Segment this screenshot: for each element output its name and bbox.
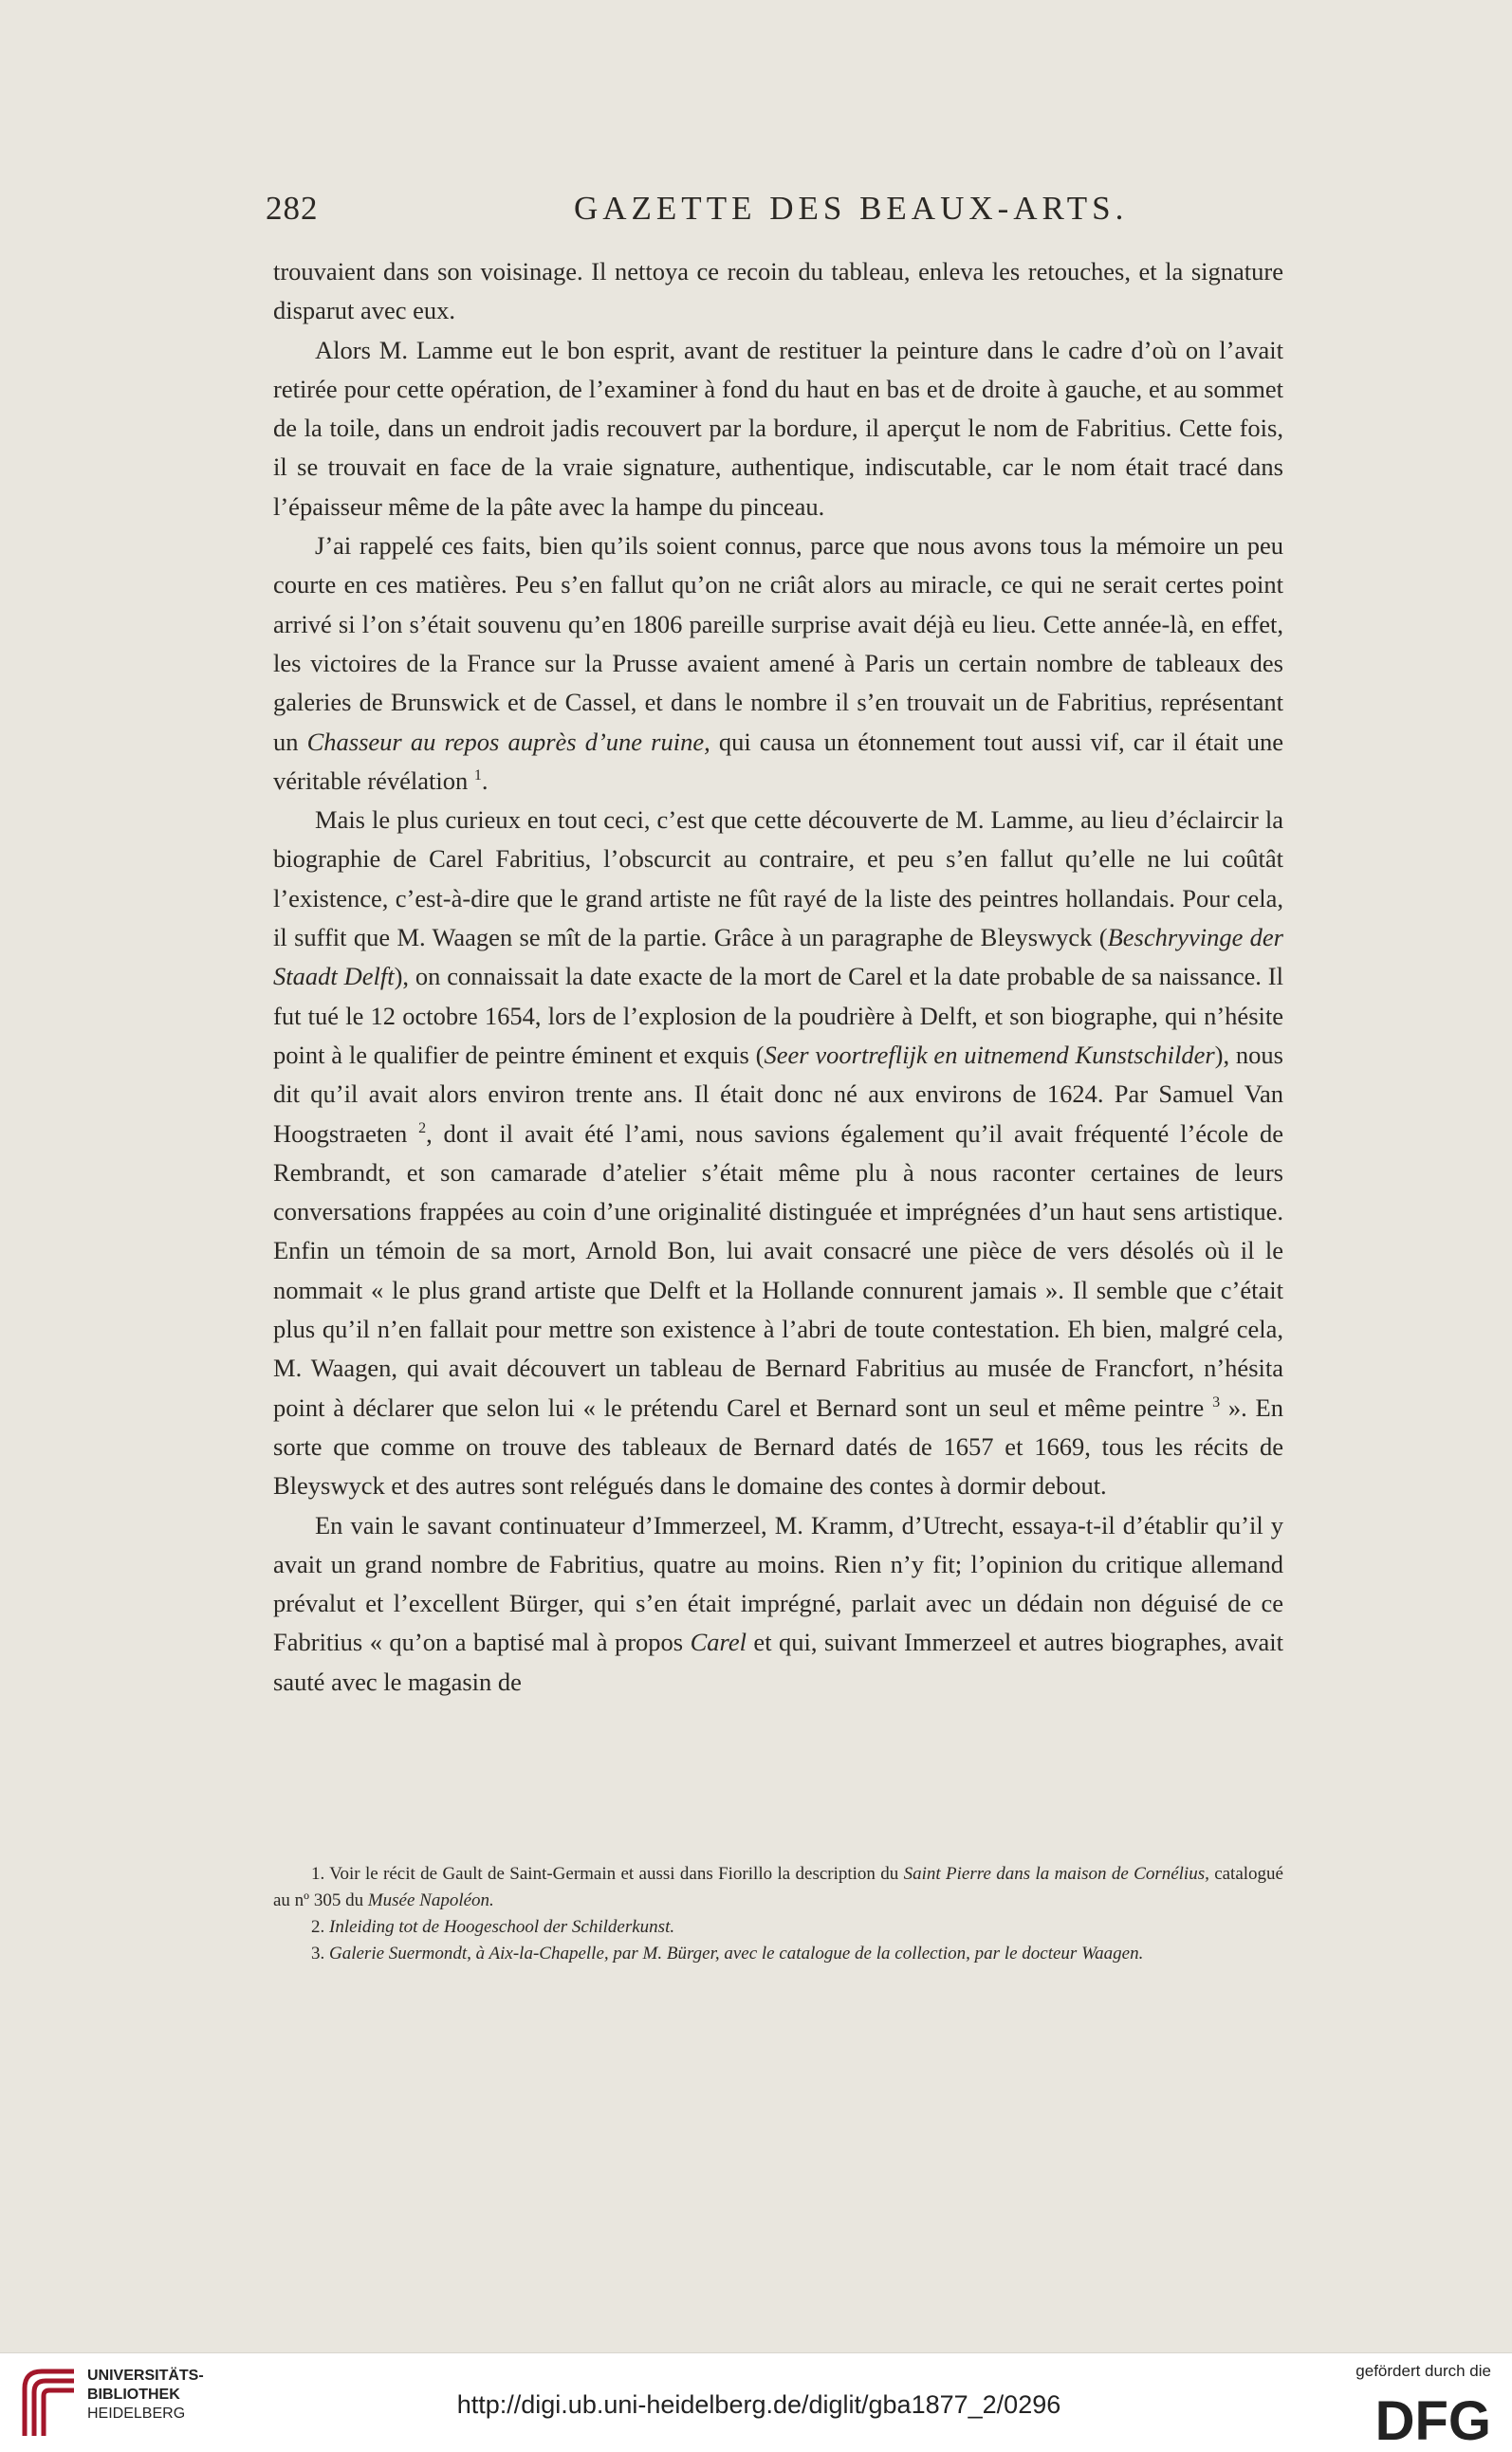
italic-title: Musée Napoléon. [367,1890,494,1910]
university-library-logo-icon [15,2360,83,2445]
page-number: 282 [266,190,319,227]
page-header [266,190,1290,233]
text-run: qui causa un étonnement tout aussi vif, car il était une véritable révélation [273,727,1283,795]
text-run: . [481,765,489,795]
paragraph: trouvaient dans son voisinage. Il nettoya ce recoin du tableau, enleva les retouches, et la signature disparut avec eux. [273,257,1283,325]
article-body [273,252,1283,1702]
text-run: ». En sorte que comme on trouve des tableaux de Bernard datés de 1657 et 1669, tous les récits de Bleyswyck et des autres sont relégués dans le domaine des contes à dormir debout. [273,1392,1283,1501]
footnote [273,1941,1283,1967]
library-name-line: UNIVERSITÄTS- [87,2368,204,2384]
text-run: 3. [311,1944,329,1963]
italic-title: Inleiding tot de Hoogeschool der Schilderkunst. [329,1917,675,1937]
dfg-logo-text: DFG [1374,2392,1491,2445]
footnote-ref: 1 [473,767,482,784]
paragraph [273,801,1283,1505]
paragraph: Alors M. Lamme eut le bon esprit, avant de restituer la peinture dans le cadre d’où on l’avait retirée pour cette opération, de l’examiner à fond du haut en bas et de droite à gauche, et au sommet de la toile, dans un endroit jadis recouvert par la bordure, il aperçut le nom de Fabritius. Cette fois, il se trouvait en face de la vraie signature, authentique, indiscutable, car le nom était tracé dans l’épaisseur même de la pâte avec la hampe du pinceau. [273,335,1283,521]
library-name-line: BIBLIOTHEK [87,2387,180,2403]
dfg-logo-icon [1349,2392,1491,2445]
footnote [273,1914,1283,1941]
artist-name: Carel [690,1628,747,1657]
footnote [273,1861,1283,1914]
painting-title: Chasseur au repos auprès d’une ruine, [306,727,710,756]
permalink-url[interactable]: http://digi.ub.uni-heidelberg.de/diglit/gba1877_2/0296 [456,2390,1061,2419]
text-run: ), nous dit qu’il avait alors environ trente ans. Il était donc né aux environs de 1624. Par Samuel Van Hoogstraeten [273,1040,1283,1148]
library-name [87,2367,204,2424]
text-run: En vain le savant continuateur d’Immerzeel, M. Kramm, d’Utrecht, essaya-t-il d’établir qu’il y avait un grand nombre de Fabritius, quatre au moins. Rien n’y fit; l’opinion du critique allemand prévalut et l’excellent Bürger, qui s’en était imprégné, parlait avec un dédain non déguisé de ce Fabritius « qu’on a baptisé mal à propos [273,1510,1283,1657]
italic-title: Saint Pierre dans la maison de Cornélius, [903,1864,1209,1884]
text-run: , dont il avait été l’ami, nous savions également qu’il avait fréquenté l’école de Rembrandt, et son camarade d’atelier s’était même plu à nous raconter certaines de leurs conversations frappées au coin d’une originalité distinguée et imprégnées d’un haut sens artistique. Enfin un témoin de sa mort, Arnold Bon, lui avait consacré une pièce de vers désolés où il le nommait « le plus grand artiste que Delft et la Hollande connurent jamais ». Il semble que c’était plus qu’il n’en fallait pour mettre son existence à l’abri de toute contestation. Eh bien, malgré cela, M. Waagen, qui avait découvert un tableau de Bernard Fabritius au musée de Francfort, n’hésita point à déclarer que selon lui « le prétendu Carel et Bernard sont un seul et même peintre [273,1118,1283,1422]
text-run: J’ai rappelé ces faits, bien qu’ils soient connus, parce que nous avons tous la mémoire un peu courte en ces matières. Peu s’en fallut qu’on ne criât alors au miracle, ce qui ne serait certes point arrivé si l’on s’était souvenu qu’en 1806 pareille surprise avait déjà eu lieu. Cette année-là, en effet, les victoires de la France sur la Prusse avaient amené à Paris un certain nombre de tableaux des galeries de Brunswick et de Cassel, et dans le nombre il s’en trouvait un de Fabritius, représentant un [273,531,1283,756]
text-run: 2. [311,1917,329,1937]
paragraph [273,1506,1283,1702]
footnote-ref: 3 [1212,1393,1221,1410]
footnote-ref: 2 [418,1119,427,1136]
book-title: Beschryvinge der Staadt Delft [273,923,1283,991]
italic-title: Galerie Suermondt, à Aix-la-Chapelle, par M. Bürger, avec le catalogue de la collection, par le docteur Waagen. [329,1944,1144,1963]
quoted-title: Seer voortreflijk en uitnemend Kunstschilder [764,1040,1215,1069]
paragraph [273,526,1283,801]
text-run: ), on connaissait la date exacte de la mort de Carel et la date probable de sa naissance. Il fut tué le 12 octobre 1654, lors de l’explosion de la poudrière à Delft, et son biographe, qui n’hésite point à le qualifier de peintre éminent et exquis ( [273,962,1283,1069]
text-run: 1. Voir le récit de Gault de Saint-Germain et aussi dans Fiorillo la description du [311,1864,904,1884]
funded-by-label: gefördert durch die [1355,2362,1491,2380]
footnotes [273,1861,1283,1967]
text-run: et qui, suivant Immerzeel et autres biographes, avait sauté avec le magasin de [273,1628,1283,1696]
text-run: catalogué au nº 305 du [273,1864,1283,1910]
text-run: Mais le plus curieux en tout ceci, c’est que cette découverte de M. Lamme, au lieu d’éclaircir la biographie de Carel Fabritius, l’obscurcit au contraire, et peu s’en fallut qu’elle ne lui coûtât l’existence, c’est-à-dire que le grand artiste ne fût rayé de la liste des peintres hollandais. Pour cela, il suffit que M. Waagen se mît de la partie. Grâce à un paragraphe de Bleyswyck ( [273,805,1283,952]
library-name-line: HEIDELBERG [87,2406,186,2422]
running-title: GAZETTE DES BEAUX-ARTS. [574,190,1129,227]
